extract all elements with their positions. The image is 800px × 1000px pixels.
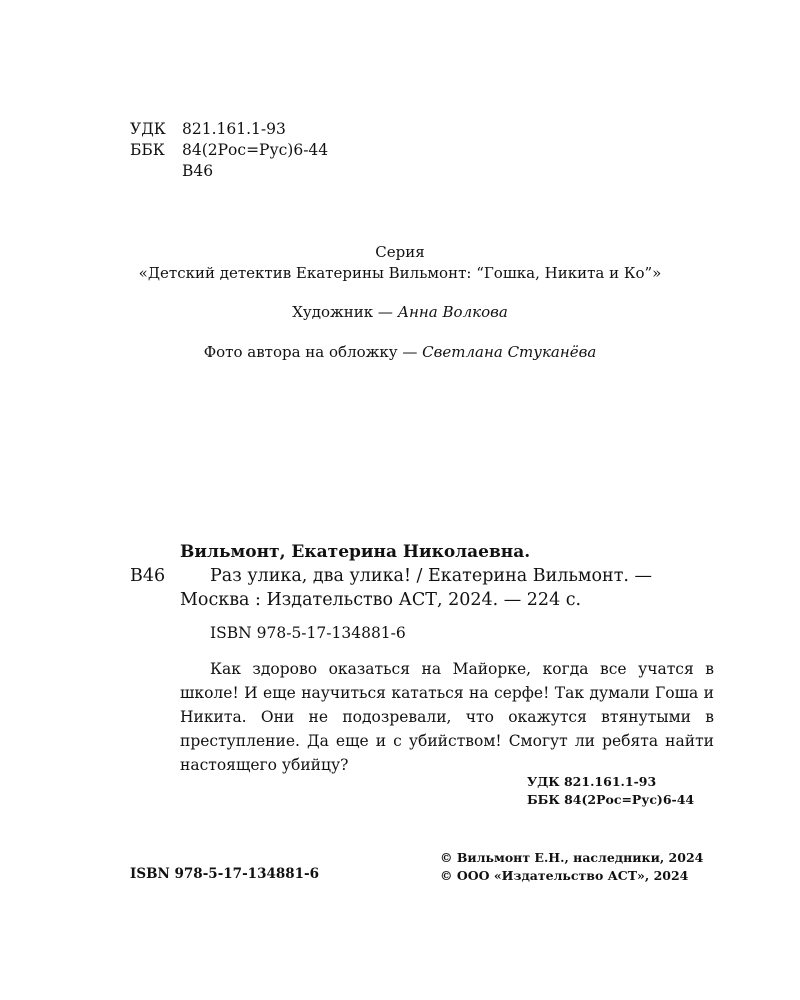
series-label: Серия <box>375 243 425 261</box>
bbk-label: ББК <box>130 141 165 159</box>
bbk-row <box>130 140 328 161</box>
author-mark-row <box>130 161 213 182</box>
photo-name: Светлана Стуканёва <box>422 343 597 361</box>
entry-title-line: Раз улика, два улика! / Екатерина Вильмонт. — <box>210 566 653 586</box>
bottom-udk: УДК 821.161.1-93 <box>527 774 657 789</box>
bbk-value: 84(2Рос=Рус)6-44 <box>182 141 329 159</box>
copyright-author: © Вильмонт Е.Н., наследники, 2024 <box>440 850 704 865</box>
udk-row <box>130 119 286 140</box>
photo-credit <box>0 342 800 362</box>
photo-label: Фото автора на обложку — <box>203 343 423 361</box>
series-name: «Детский детектив Екатерины Вильмонт: “Гошка, Никита и Ко”» <box>138 264 662 282</box>
annotation-text: Как здорово оказаться на Майорке, когда все учатся в школе! И еще научиться кататься на серфе! Так думали Гоша и Никита. Они не подозревали, что окажутся втянутыми в преступление. Да еще и с убийством! Смогут ли ребята найти настоящего убийцу? <box>180 660 714 774</box>
entry-publisher-line: Москва : Издательство АСТ, 2024. — 224 с. <box>180 590 582 610</box>
bottom-bbk: ББК 84(2Рос=Рус)6-44 <box>527 792 695 807</box>
illustrator-name: Анна Волкова <box>397 303 508 321</box>
entry-code: В46 <box>130 566 166 586</box>
entry-isbn: ISBN 978-5-17-134881-6 <box>210 624 406 642</box>
author-mark: В46 <box>182 162 214 180</box>
bottom-isbn: ISBN 978-5-17-134881-6 <box>130 866 320 882</box>
illustrator-label: Художник — <box>292 303 398 321</box>
entry-author: Вильмонт, Екатерина Николаевна. <box>180 542 531 562</box>
udk-label: УДК <box>130 120 166 138</box>
illustrator-credit <box>0 302 800 322</box>
udk-value: 821.161.1-93 <box>182 120 286 138</box>
copyright-publisher: © ООО «Издательство АСТ», 2024 <box>440 868 689 883</box>
